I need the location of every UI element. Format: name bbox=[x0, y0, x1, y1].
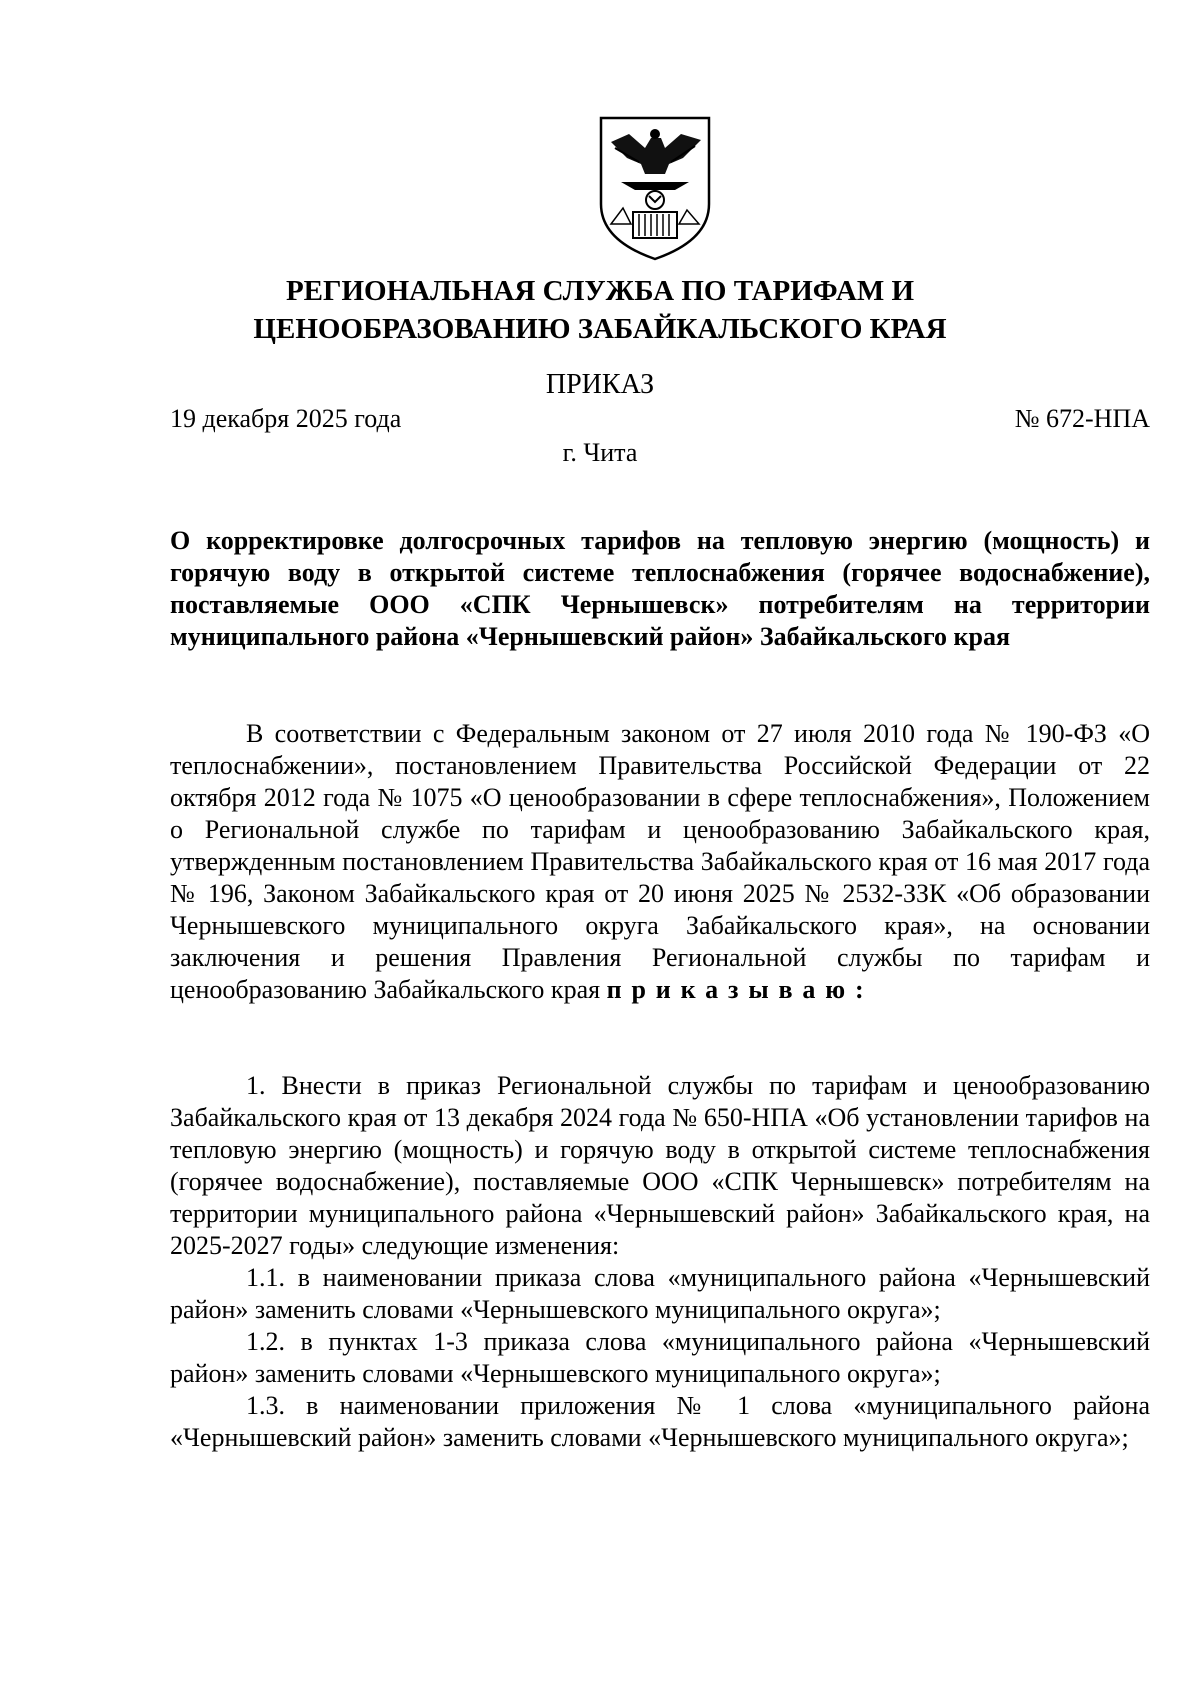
document-city: г. Чита bbox=[562, 438, 638, 467]
order-item-1-3: 1.3. в наименовании приложения № 1 слова «муниципального района «Чернышевский район» заменить словами «Чернышевского муниципального округа»; bbox=[170, 1391, 1150, 1452]
coat-of-arms-icon bbox=[595, 112, 715, 262]
preamble-paragraph bbox=[170, 718, 1150, 1006]
document-number: № 672-НПА bbox=[1014, 404, 1150, 433]
order-item-1-2: 1.2. в пунктах 1-3 приказа слова «муниципального района «Чернышевский район» заменить словами «Чернышевского муниципального округа»; bbox=[170, 1327, 1150, 1388]
order-items bbox=[170, 1070, 1150, 1454]
authority-line-2: ЦЕНООБРАЗОВАНИЮ ЗАБАЙКАЛЬСКОГО КРАЯ bbox=[253, 313, 947, 345]
preamble bbox=[170, 718, 1150, 1006]
order-item-1-1: 1.1. в наименовании приказа слова «муниципального района «Чернышевский район» заменить словами «Чернышевского муниципального округа»; bbox=[170, 1263, 1150, 1324]
document-type: ПРИКАЗ bbox=[545, 369, 655, 400]
issuing-authority bbox=[0, 272, 1200, 348]
preamble-text: В соответствии с Федеральным законом от 27 июля 2010 года № 190-ФЗ «О теплоснабжении», постановлением Правительства Российской Федерации от 22 октября 2012 года № 1075 «О ценообразовании в сфере теплоснабжения», Положением о Региональной службе по тарифам и ценообразованию Забайкальского края, утвержденным постановлением Правительства Забайкальского края от 16 мая 2017 года № 196, Законом Забайкальского края от 20 июня 2025 № 2532-ЗЗК «Об образовании Чернышевского муниципального округа Забайкальского края», на основании заключения и решения Правления Региональной службы по тарифам и ценообразованию Забайкальского края bbox=[170, 719, 1150, 1004]
document-date: 19 декабря 2025 года bbox=[170, 404, 402, 433]
document-title: О корректировке долгосрочных тарифов на тепловую энергию (мощность) и горячую воду в открытой системе теплоснабжения (горячее водоснабжение), поставляемые ООО «СПК Чернышевск» потребителям на территории муниципального района «Чернышевский район» Забайкальского края bbox=[170, 526, 1150, 651]
decree-word: приказываю: bbox=[606, 975, 874, 1004]
authority-line-1: РЕГИОНАЛЬНАЯ СЛУЖБА ПО ТАРИФАМ И bbox=[285, 275, 915, 307]
order-item-1: 1. Внести в приказ Региональной службы по тарифам и ценообразованию Забайкальского края от 13 декабря 2024 года № 650-НПА «Об установлении тарифов на тепловую энергию (мощность) и горячую воду в открытой системе теплоснабжения (горячее водоснабжение), поставляемые ООО «СПК Чернышевск» потребителям на территории муниципального района «Чернышевский район» Забайкальского края, на 2025-2027 годы» следующие изменения: bbox=[170, 1071, 1150, 1260]
